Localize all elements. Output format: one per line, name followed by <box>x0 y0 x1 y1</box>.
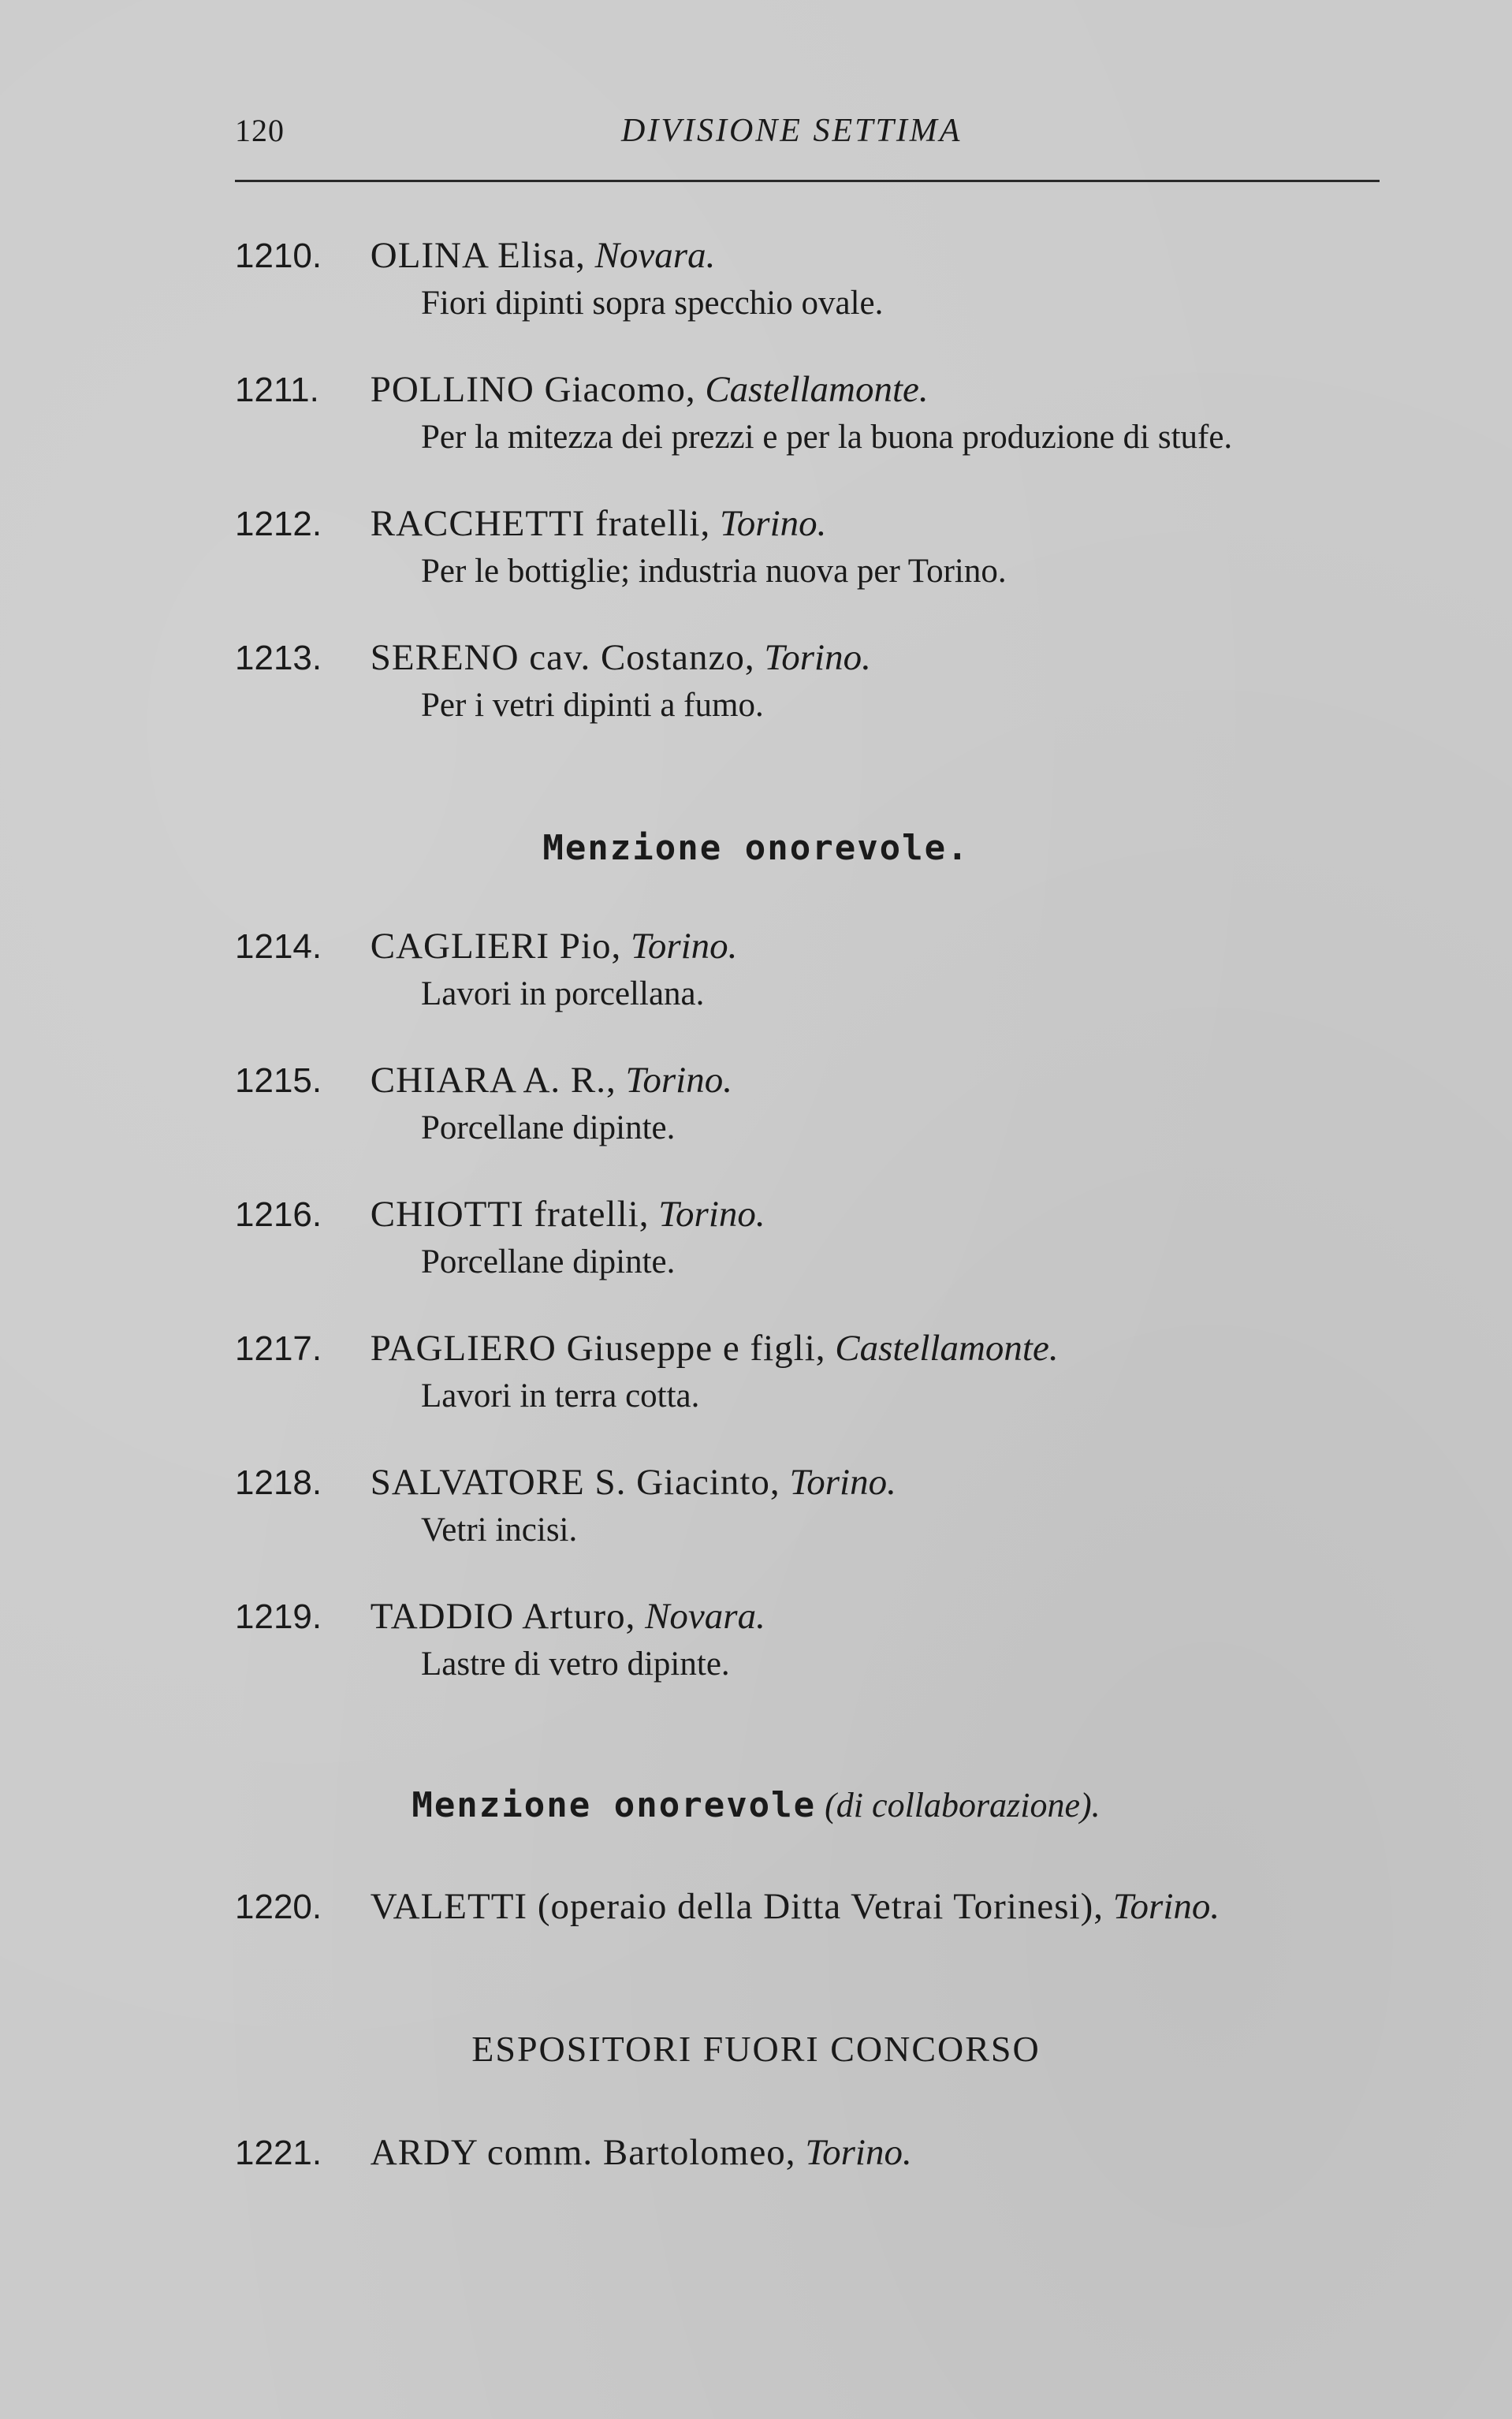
entry-place: Torino. <box>805 2132 912 2173</box>
list-item <box>235 636 1465 726</box>
list-item <box>235 1326 1465 1417</box>
entry-number: 1221. <box>235 2134 322 2172</box>
section-heading-text: Menzione onorevole. <box>542 828 970 868</box>
section-heading-collaborazione <box>0 1785 1512 1825</box>
entry-name: ARDY comm. Bartolomeo, <box>370 2132 796 2173</box>
section-heading-note: (di collaborazione). <box>825 1786 1100 1824</box>
entry-number: 1220. <box>235 1888 322 1926</box>
entry-name: CAGLIERI Pio, <box>370 926 622 967</box>
entry-description: Fiori dipinti sopra specchio ovale. <box>421 285 884 322</box>
entry-description: Porcellane dipinte. <box>421 1243 676 1280</box>
entry-number: 1215. <box>235 1061 322 1100</box>
entry-place: Torino. <box>1112 1886 1220 1927</box>
entry-description: Lavori in terra cotta. <box>421 1377 700 1414</box>
entry-place: Torino. <box>789 1462 896 1503</box>
header-rule <box>235 180 1380 182</box>
entry-place: Castellamonte. <box>835 1328 1059 1369</box>
entry-name: TADDIO Arturo, <box>370 1596 636 1637</box>
list-item <box>235 233 1465 324</box>
entry-name: PAGLIERO Giuseppe e figli, <box>370 1328 826 1369</box>
entry-number: 1211. <box>235 371 319 409</box>
list-item <box>235 367 1465 458</box>
list-item <box>235 1192 1465 1283</box>
page-header <box>235 112 1380 162</box>
list-item <box>235 924 1465 1015</box>
entry-description: Per i vetri dipinti a fumo. <box>421 687 764 724</box>
entry-place: Torino. <box>658 1194 765 1235</box>
entry-description: Lavori in porcellana. <box>421 975 705 1012</box>
entry-name: CHIARA A. R., <box>370 1060 616 1101</box>
entry-place: Castellamonte. <box>705 369 929 410</box>
entry-name: RACCHETTI fratelli, <box>370 503 711 544</box>
section-heading-fuori-concorso: ESPOSITORI FUORI CONCORSO <box>471 2029 1041 2069</box>
entry-number: 1219. <box>235 1597 322 1636</box>
entry-place: Novara. <box>645 1596 765 1637</box>
entry-number: 1216. <box>235 1195 322 1234</box>
entry-number: 1213. <box>235 639 322 677</box>
entry-name: SERENO cav. Costanzo, <box>370 637 755 678</box>
list-item <box>235 1594 1465 1685</box>
entry-place: Torino. <box>631 926 738 967</box>
entry-description: Lastre di vetro dipinte. <box>421 1646 730 1683</box>
entry-place: Novara. <box>594 235 716 276</box>
entry-description: Per la mitezza dei prezzi e per la buona produzione di stufe. <box>421 419 1233 456</box>
entry-number: 1214. <box>235 927 322 966</box>
list-item <box>235 1058 1465 1149</box>
entry-name: POLLINO Giacomo, <box>370 369 696 410</box>
entry-number: 1210. <box>235 237 322 275</box>
entry-name: OLINA Elisa, <box>370 235 586 276</box>
entry-number: 1212. <box>235 505 322 543</box>
entry-place: Torino. <box>625 1060 732 1101</box>
entry-name: CHIOTTI fratelli, <box>370 1194 650 1235</box>
entry-place: Torino. <box>764 637 871 678</box>
section-heading-menzione <box>0 828 1512 868</box>
list-item <box>235 1460 1465 1551</box>
list-item <box>235 2130 1465 2175</box>
list-item <box>235 501 1465 592</box>
running-title: DIVISIONE SETTIMA <box>621 113 963 149</box>
entry-description: Per le bottiglie; industria nuova per Torino. <box>421 553 1007 590</box>
section-heading-text: Menzione onorevole <box>412 1785 817 1825</box>
entry-number: 1218. <box>235 1463 322 1502</box>
entry-description: Vetri incisi. <box>421 1511 578 1549</box>
entry-number: 1217. <box>235 1329 322 1368</box>
entry-name: SALVATORE S. Giacinto, <box>370 1462 780 1503</box>
page-number: 120 <box>235 113 285 148</box>
entry-description: Porcellane dipinte. <box>421 1109 676 1146</box>
entry-name: VALETTI (operaio della Ditta Vetrai Torinesi), <box>370 1886 1104 1927</box>
entry-place: Torino. <box>719 503 827 544</box>
list-item <box>235 1884 1465 1929</box>
